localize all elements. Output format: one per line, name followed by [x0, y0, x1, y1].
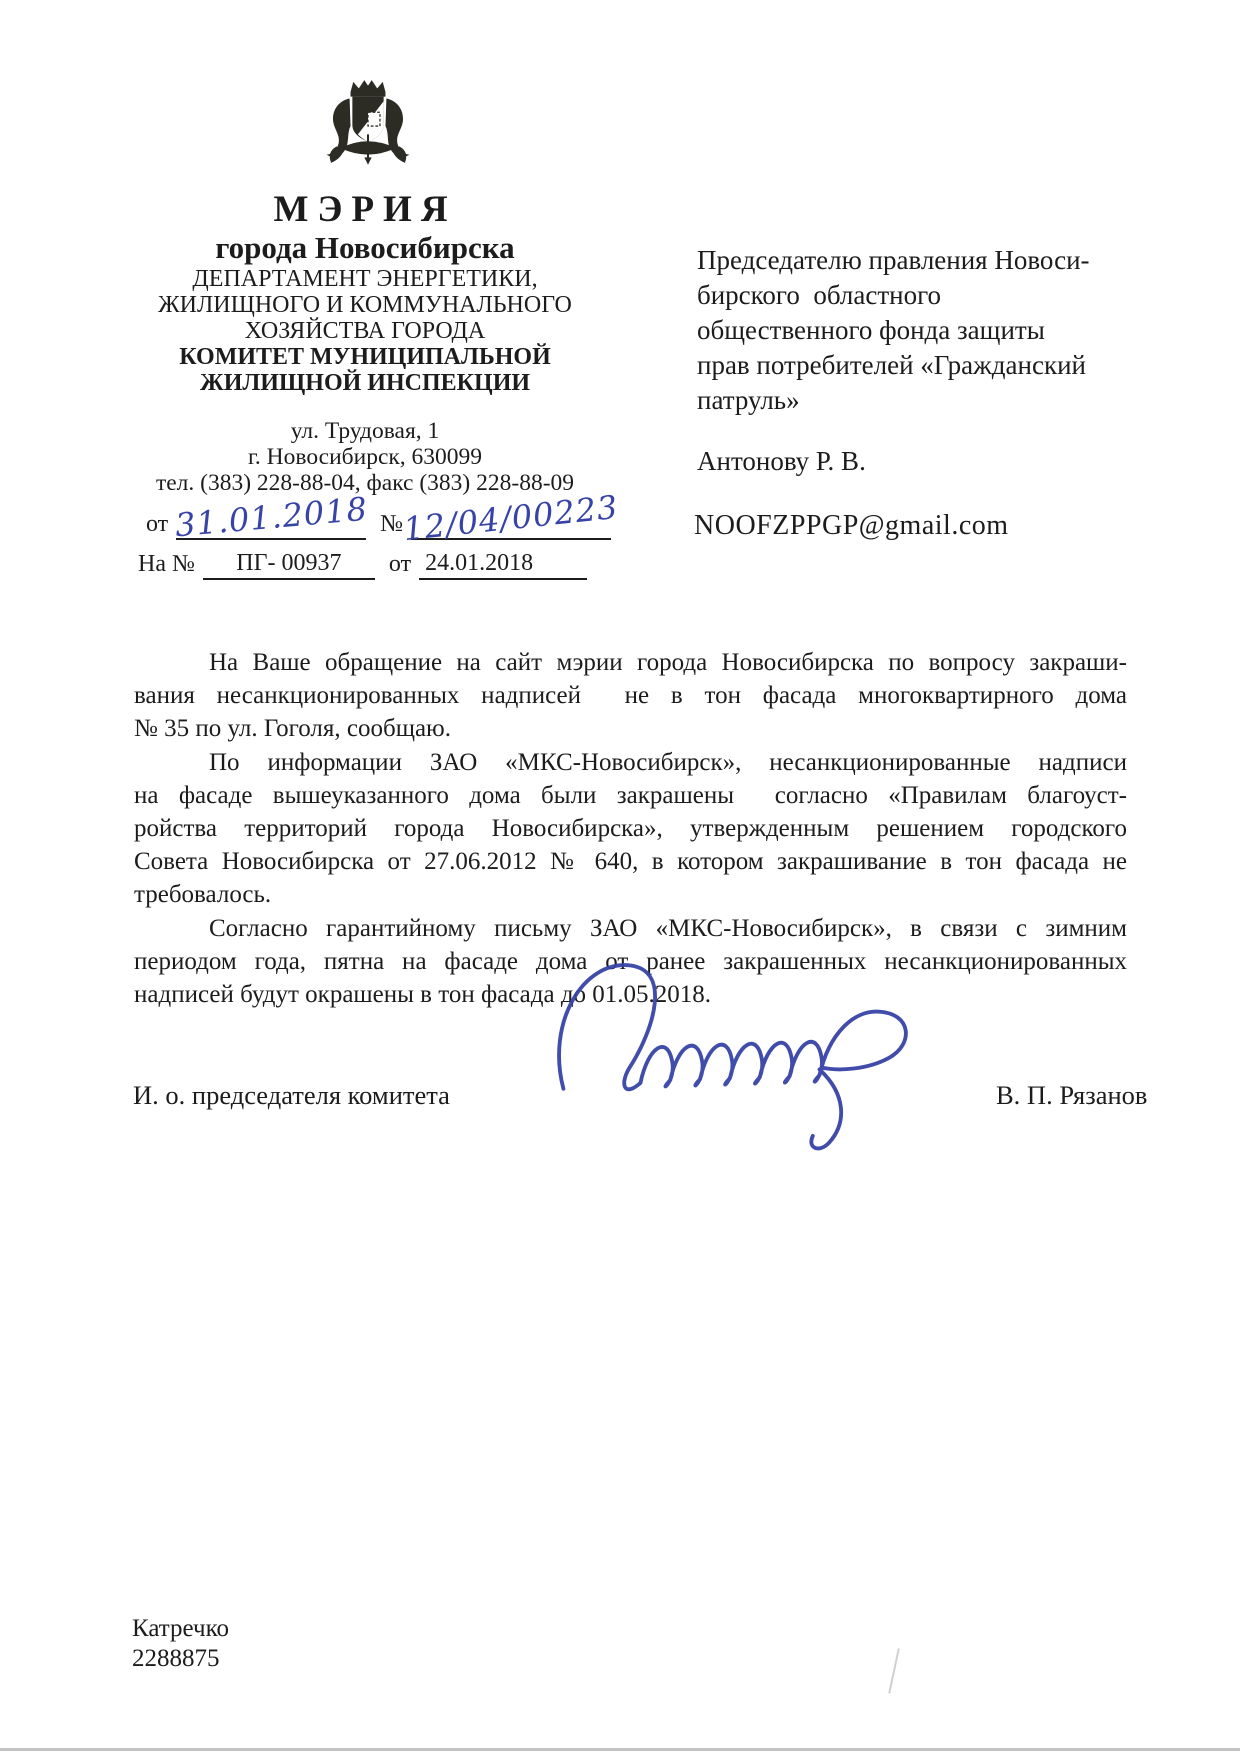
- executor-name: Катречко: [132, 1615, 229, 1642]
- executor-phone: 2288875: [132, 1645, 220, 1672]
- body-paragraph: [134, 746, 1127, 912]
- body-line: На Ваше обращение на сайт мэрии города Новосибирска по вопросу закраши-: [209, 649, 1127, 676]
- body-line: ройства территорий города Новосибирска», утвержденным решением городского: [134, 815, 1127, 843]
- body-line: По информации ЗАО «МКС-Новосибирск», несанкционированные надписи: [209, 748, 1127, 776]
- incoming-number: ПГ- 00937: [236, 550, 342, 576]
- address-line: ул. Трудовая, 1: [290, 418, 440, 444]
- outgoing-number-field: [401, 487, 621, 549]
- incoming-from-label: от: [388, 551, 412, 577]
- recipient-name: Антонову Р. В.: [697, 446, 866, 476]
- handwritten-outgoing-date: 31.01.2018: [173, 489, 369, 545]
- committee-line: КОМИТЕТ МУНИЦИПАЛЬНОЙ: [179, 344, 551, 370]
- outgoing-from-label: от: [146, 511, 169, 537]
- recipient-line: патруль»: [697, 385, 800, 415]
- body-line: Совета Новосибирска от 27.06.2012 № 640, в котором закрашивание в тон фасада не: [134, 848, 1127, 876]
- scan-artifact-diagonal: [888, 1648, 900, 1693]
- incoming-date: 24.01.2018: [425, 550, 534, 576]
- body-line: вания несанкционированных надписей не в тон фасада многоквартирного дома: [134, 682, 1127, 710]
- incoming-number-field: [203, 546, 375, 580]
- recipient-block: [697, 243, 1129, 418]
- incoming-date-field: [419, 546, 587, 580]
- body-line: требовалось.: [134, 881, 272, 909]
- recipient-line: бирского областного: [697, 280, 941, 310]
- recipient-line: Председателю правления Новоси-: [697, 245, 1090, 275]
- body-line: Согласно гарантийному письму ЗАО «МКС-Новосибирск», в связи с зимним: [209, 914, 1127, 942]
- novosibirsk-coat-of-arms-icon: [322, 76, 414, 178]
- dept-line: ЖИЛИЩНОГО И КОММУНАЛЬНОГО: [158, 292, 572, 318]
- incoming-on-no-label: На №: [138, 551, 195, 577]
- org-name: МЭРИЯ: [273, 189, 457, 230]
- body-line: надписей будут окрашены в тон фасада до 01.05.2018.: [134, 981, 712, 1009]
- recipient-email: NOOFZPPGP@gmail.com: [694, 510, 1009, 541]
- body-line: на фасаде вышеуказанного дома были закрашены согласно «Правилам благоуст-: [134, 781, 1127, 809]
- signer-name: В. П. Рязанов: [996, 1080, 1148, 1110]
- signer-title: И. о. председателя комитета: [133, 1080, 450, 1110]
- recipient-line: общественного фонда защиты: [697, 315, 1045, 345]
- org-city: города Новосибирска: [215, 230, 515, 265]
- dept-line: ДЕПАРТАМЕНТ ЭНЕРГЕТИКИ,: [192, 266, 538, 292]
- committee-line: ЖИЛИЩНОЙ ИНСПЕКЦИИ: [199, 370, 531, 396]
- executor-block: [132, 1614, 229, 1674]
- incoming-ref-line: [138, 546, 587, 580]
- outgoing-ref-line: [146, 487, 621, 549]
- scan-artifact-bottom-edge: [0, 1748, 1240, 1751]
- body-line: периодом года, пятна на фасаде дома от ранее закрашенных несанкционированных: [134, 947, 1127, 975]
- body-paragraph: [134, 646, 1127, 746]
- outgoing-date-field: [173, 489, 369, 545]
- body-line: № 35 по ул. Гоголя, сообщаю.: [134, 715, 451, 743]
- outgoing-no-label: №: [380, 511, 404, 537]
- address-line: тел. (383) 228-88-04, факс (383) 228-88-09: [155, 470, 575, 496]
- handwritten-outgoing-number: 12/04/00223: [401, 487, 621, 549]
- recipient-line: прав потребителей «Гражданский: [697, 350, 1086, 380]
- dept-line: ХОЗЯЙСТВА ГОРОДА: [244, 318, 486, 344]
- address-line: г. Новосибирск, 630099: [247, 444, 483, 470]
- signature-scribble: [540, 952, 945, 1159]
